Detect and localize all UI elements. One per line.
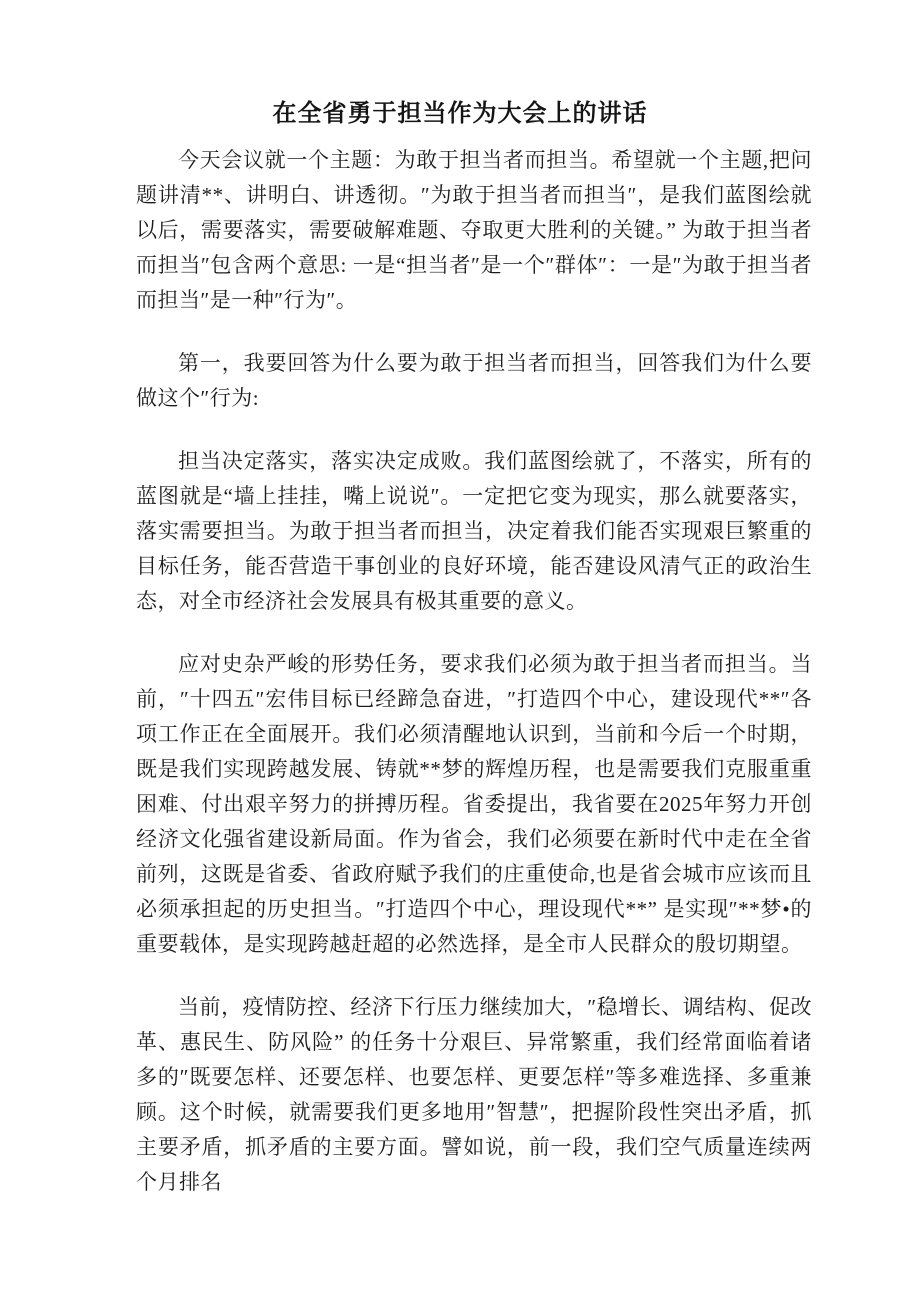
paragraph-3: 担当决定落实，落实决定成败。我们蓝图绘就了，不落实，所有的蓝图就是“墙上挂挂，嘴上说说″。一定把它变为现实，那么就要落实，落实需要担当。为敢于担当者而担当，决定着我们能否实现艰巨繁重的目标任务，能否营造干事创业的良好环境，能否建设风清气正的政治生态，对全市经济社会发展具有极其重要的意义。 bbox=[136, 449, 812, 613]
document-body bbox=[136, 143, 812, 1200]
document-title: 在全省勇于担当作为大会上的讲话 bbox=[272, 100, 648, 127]
paragraph-1: 今天会议就一个主题：为敢于担当者而担当。希望就一个主题,把问题讲清**、讲明白、讲透彻。″为敢于担当者而担当″，是我们蓝图绘就以后，需要落实，需要破解难题、夺取更大胜利的关键。” 为敢于担当者而担当″包含两个意思: 一是“担当者″是一个″群体″：一是″为敢于担当者而担当″是一种″行为″。 bbox=[136, 148, 812, 312]
paragraph-5: 当前，疫情防控、经济下行压力继续加大，″稳增长、调结构、促改革、惠民生、防风险” 的任务十分艰巨、异常繁重，我们经常面临着诸多的″既要怎样、还要怎样、也要怎样、更要怎样″等多难选择、多重兼顾。这个时候，就需要我们更多地用″智慧″，把握阶段性突出矛盾，抓主要矛盾，抓矛盾的主要方面。譬如说，前一段，我们空气质量连续两个月排名 bbox=[136, 995, 812, 1194]
paragraph-2: 第一，我要回答为什么要为敢于担当者而担当，回答我们为什么要做这个″行为: bbox=[136, 351, 812, 410]
paragraph-4: 应对史杂严峻的形势任务，要求我们必须为敢于担当者而担当。当前，″十四五″宏伟目标已经蹄急奋进，″打造四个中心，建设现代**″各项工作正在全面展开。我们必须清醒地认识到，当前和今后一个时期，既是我们实现跨越发展、铸就**梦的辉煌历程，也是需要我们克服重重困难、付出艰辛努力的拼搏历程。省委提出，我省要在2025年努力开创经济文化强省建设新局面。作为省会，我们必须要在新时代中走在全省前列，这既是省委、省政府赋予我们的庄重使命,也是省会城市应该而且必须承担起的历史担当。″打造四个中心，理设现代**” 是实现″**梦•的重要载体，是实现跨越赶超的必然选择，是全市人民群众的殷切期望。 bbox=[136, 652, 812, 956]
